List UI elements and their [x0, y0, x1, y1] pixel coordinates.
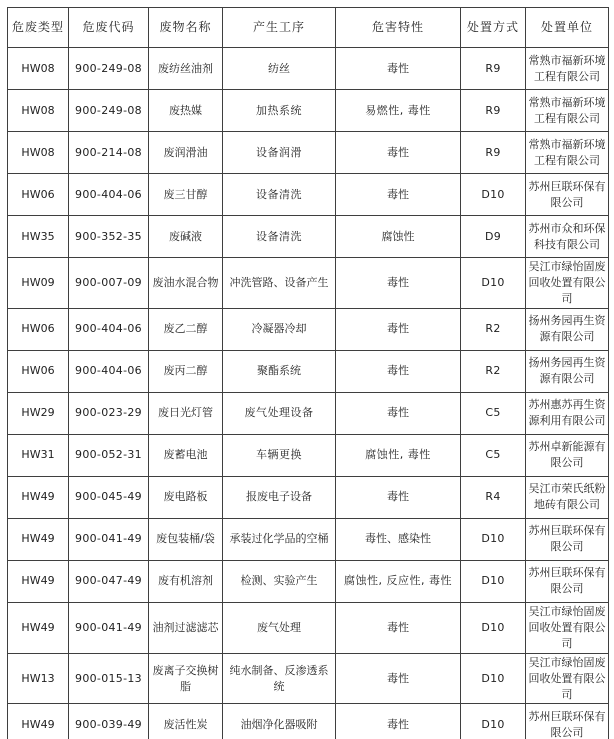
- process-cell: 纯水制备、反渗透系统: [223, 653, 336, 704]
- method-cell: C5: [461, 392, 526, 434]
- method-cell: D10: [461, 258, 526, 309]
- table-row: [8, 704, 609, 739]
- hazard-cell: 毒性: [336, 48, 461, 90]
- process-cell: 冲洗管路、设备产生: [223, 258, 336, 309]
- waste-type-cell: HW06: [8, 308, 69, 350]
- company-cell: 吴江市绿怡固废回收处置有限公司: [526, 258, 609, 309]
- waste-code-cell: 900-045-49: [69, 476, 149, 518]
- company-cell: 苏州巨联环保有限公司: [526, 174, 609, 216]
- table-row: [8, 602, 609, 653]
- waste-code-cell: 900-015-13: [69, 653, 149, 704]
- method-cell: R4: [461, 476, 526, 518]
- method-cell: D10: [461, 174, 526, 216]
- waste-name-cell: 废有机溶剂: [149, 560, 223, 602]
- waste-type-cell: HW49: [8, 518, 69, 560]
- waste-code-cell: 900-249-08: [69, 90, 149, 132]
- header-waste-name: 废物名称: [149, 8, 223, 48]
- waste-code-cell: 900-047-49: [69, 560, 149, 602]
- table-row: [8, 48, 609, 90]
- company-cell: 吴江市绿怡固废回收处置有限公司: [526, 602, 609, 653]
- process-cell: 聚酯系统: [223, 350, 336, 392]
- waste-type-cell: HW08: [8, 90, 69, 132]
- header-waste-type: 危废类型: [8, 8, 69, 48]
- hazard-cell: 毒性: [336, 308, 461, 350]
- waste-code-cell: 900-249-08: [69, 48, 149, 90]
- company-cell: 扬州务园再生资源有限公司: [526, 308, 609, 350]
- table-row: [8, 258, 609, 309]
- method-cell: D10: [461, 518, 526, 560]
- waste-type-cell: HW49: [8, 476, 69, 518]
- hazardous-waste-table: [7, 7, 609, 739]
- waste-name-cell: 废热媒: [149, 90, 223, 132]
- hazard-cell: 毒性: [336, 132, 461, 174]
- waste-code-cell: 900-052-31: [69, 434, 149, 476]
- waste-code-cell: 900-404-06: [69, 350, 149, 392]
- hazard-cell: 毒性: [336, 704, 461, 739]
- process-cell: 油烟净化器吸附: [223, 704, 336, 739]
- waste-name-cell: 废碱液: [149, 216, 223, 258]
- table-row: [8, 216, 609, 258]
- waste-code-cell: 900-039-49: [69, 704, 149, 739]
- table-row: [8, 132, 609, 174]
- hazard-cell: 毒性、感染性: [336, 518, 461, 560]
- table-row: [8, 350, 609, 392]
- waste-type-cell: HW49: [8, 704, 69, 739]
- waste-type-cell: HW06: [8, 350, 69, 392]
- waste-name-cell: 废丙二醇: [149, 350, 223, 392]
- waste-type-cell: HW49: [8, 560, 69, 602]
- waste-name-cell: 废润滑油: [149, 132, 223, 174]
- waste-code-cell: 900-023-29: [69, 392, 149, 434]
- hazard-cell: 腐蚀性, 毒性: [336, 434, 461, 476]
- waste-type-cell: HW35: [8, 216, 69, 258]
- header-company: 处置单位: [526, 8, 609, 48]
- waste-type-cell: HW31: [8, 434, 69, 476]
- waste-code-cell: 900-352-35: [69, 216, 149, 258]
- waste-code-cell: 900-041-49: [69, 602, 149, 653]
- table-row: [8, 560, 609, 602]
- method-cell: D10: [461, 704, 526, 739]
- header-waste-code: 危废代码: [69, 8, 149, 48]
- company-cell: 扬州务园再生资源有限公司: [526, 350, 609, 392]
- company-cell: 吴江市绿怡固废回收处置有限公司: [526, 653, 609, 704]
- process-cell: 冷凝器冷却: [223, 308, 336, 350]
- company-cell: 常熟市福新环境工程有限公司: [526, 90, 609, 132]
- company-cell: 苏州巨联环保有限公司: [526, 518, 609, 560]
- method-cell: R9: [461, 132, 526, 174]
- hazard-cell: 毒性: [336, 350, 461, 392]
- table-row: [8, 653, 609, 704]
- process-cell: 废气处理: [223, 602, 336, 653]
- waste-name-cell: 废离子交换树脂: [149, 653, 223, 704]
- process-cell: 加热系统: [223, 90, 336, 132]
- waste-code-cell: 900-404-06: [69, 174, 149, 216]
- hazard-cell: 腐蚀性, 反应性, 毒性: [336, 560, 461, 602]
- waste-name-cell: 废包装桶/袋: [149, 518, 223, 560]
- company-cell: 苏州巨联环保有限公司: [526, 560, 609, 602]
- header-row: [8, 8, 609, 48]
- method-cell: R2: [461, 308, 526, 350]
- process-cell: 车辆更换: [223, 434, 336, 476]
- method-cell: C5: [461, 434, 526, 476]
- method-cell: R9: [461, 90, 526, 132]
- company-cell: 吴江市荣氏纸粉地砖有限公司: [526, 476, 609, 518]
- process-cell: 检测、实验产生: [223, 560, 336, 602]
- method-cell: D9: [461, 216, 526, 258]
- method-cell: R2: [461, 350, 526, 392]
- company-cell: 苏州惠苏再生资源利用有限公司: [526, 392, 609, 434]
- process-cell: 纺丝: [223, 48, 336, 90]
- method-cell: D10: [461, 653, 526, 704]
- waste-name-cell: 废蓄电池: [149, 434, 223, 476]
- method-cell: D10: [461, 602, 526, 653]
- table-row: [8, 434, 609, 476]
- waste-type-cell: HW08: [8, 48, 69, 90]
- waste-name-cell: 废油水混合物: [149, 258, 223, 309]
- hazard-cell: 毒性: [336, 653, 461, 704]
- company-cell: 常熟市福新环境工程有限公司: [526, 132, 609, 174]
- table-body: [8, 48, 609, 739]
- waste-type-cell: HW49: [8, 602, 69, 653]
- waste-name-cell: 废日光灯管: [149, 392, 223, 434]
- waste-code-cell: 900-007-09: [69, 258, 149, 309]
- table-row: [8, 518, 609, 560]
- table-row: [8, 476, 609, 518]
- company-cell: 常熟市福新环境工程有限公司: [526, 48, 609, 90]
- waste-name-cell: 废乙二醇: [149, 308, 223, 350]
- hazard-cell: 毒性: [336, 602, 461, 653]
- process-cell: 设备清洗: [223, 216, 336, 258]
- process-cell: 废气处理设备: [223, 392, 336, 434]
- waste-name-cell: 废纺丝油剂: [149, 48, 223, 90]
- table-row: [8, 90, 609, 132]
- waste-code-cell: 900-404-06: [69, 308, 149, 350]
- waste-type-cell: HW08: [8, 132, 69, 174]
- process-cell: 设备清洗: [223, 174, 336, 216]
- waste-type-cell: HW06: [8, 174, 69, 216]
- waste-type-cell: HW09: [8, 258, 69, 309]
- table-row: [8, 392, 609, 434]
- process-cell: 承装过化学品的空桶: [223, 518, 336, 560]
- method-cell: R9: [461, 48, 526, 90]
- table-row: [8, 174, 609, 216]
- process-cell: 设备润滑: [223, 132, 336, 174]
- hazard-cell: 腐蚀性: [336, 216, 461, 258]
- table-row: [8, 308, 609, 350]
- waste-code-cell: 900-041-49: [69, 518, 149, 560]
- header-hazard: 危害特性: [336, 8, 461, 48]
- hazard-cell: 毒性: [336, 392, 461, 434]
- waste-type-cell: HW13: [8, 653, 69, 704]
- hazard-cell: 毒性: [336, 174, 461, 216]
- waste-name-cell: 油剂过滤滤芯: [149, 602, 223, 653]
- company-cell: 苏州巨联环保有限公司: [526, 704, 609, 739]
- company-cell: 苏州卓新能源有限公司: [526, 434, 609, 476]
- hazard-cell: 易燃性, 毒性: [336, 90, 461, 132]
- company-cell: 苏州市众和环保科技有限公司: [526, 216, 609, 258]
- header-process: 产生工序: [223, 8, 336, 48]
- hazard-cell: 毒性: [336, 258, 461, 309]
- waste-code-cell: 900-214-08: [69, 132, 149, 174]
- waste-type-cell: HW29: [8, 392, 69, 434]
- waste-name-cell: 废三甘醇: [149, 174, 223, 216]
- waste-name-cell: 废电路板: [149, 476, 223, 518]
- table-header: [8, 8, 609, 48]
- header-method: 处置方式: [461, 8, 526, 48]
- method-cell: D10: [461, 560, 526, 602]
- waste-name-cell: 废活性炭: [149, 704, 223, 739]
- hazard-cell: 毒性: [336, 476, 461, 518]
- process-cell: 报废电子设备: [223, 476, 336, 518]
